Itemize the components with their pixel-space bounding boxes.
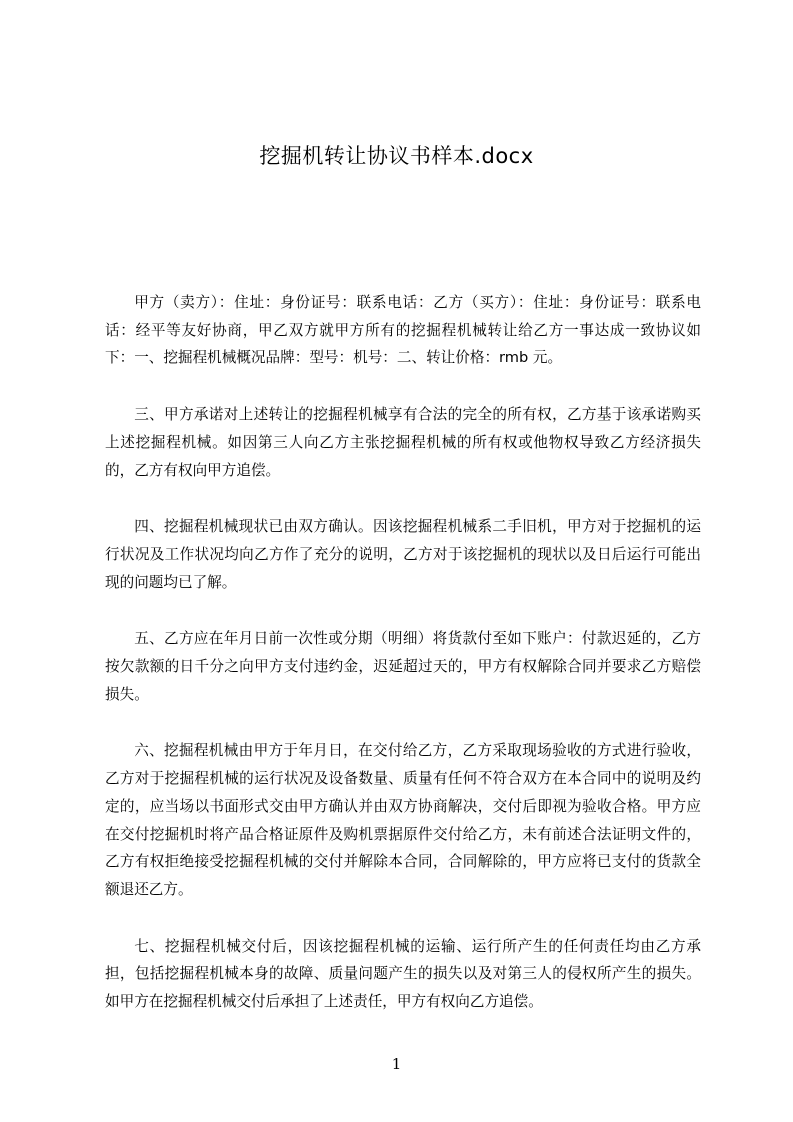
page-number: 1 — [391, 1055, 402, 1073]
paragraph-article-7: 七、挖掘程机械交付后，因该挖掘程机械的运输、运行所产生的任何责任均由乙方承担，包括挖掘程机械本身的故障、质量问题产生的损失以及对第三人的侵权所产生的损失。如甲方在挖掘程机械交付后承担了上述责任，甲方有权向乙方追偿。 — [105, 937, 701, 1011]
paragraph-article-5: 五、乙方应在年月日前一次性或分期（明细）将货款付至如下账户：付款迟延的，乙方按欠款额的日千分之向甲方支付违约金，迟延超过天的，甲方有权解除合同并要求乙方赔偿损失。 — [105, 630, 701, 703]
document-body — [105, 289, 701, 1045]
paragraph-parties: 甲方（卖方）：住址：身份证号：联系电话：乙方（买方）：住址：身份证号：联系电话：经平等友好协商，甲乙双方就甲方所有的挖掘程机械转让给乙方一事达成一致协议如下：一、挖掘程机械概况品牌：型号：机号：二、转让价格：rmb 元。 — [105, 294, 701, 367]
paragraph-article-3: 三、甲方承诺对上述转让的挖掘程机械享有合法的完全的所有权，乙方基于该承诺购买上述挖掘程机械。如因第三人向乙方主张挖掘程机械的所有权或他物权导致乙方经济损失的，乙方有权向甲方追偿。 — [105, 406, 701, 479]
paragraph-article-6: 六、挖掘程机械由甲方于年月日，在交付给乙方，乙方采取现场验收的方式进行验收，乙方对于挖掘程机械的运行状况及设备数量、质量有任何不符合双方在本合同中的说明及约定的，应当场以书面形式交由甲方确认并由双方协商解决，交付后即视为验收合格。甲方应在交付挖掘机时将产品合格证原件及购机票据原件交付给乙方，未有前述合法证明文件的，乙方有权拒绝接受挖掘程机械的交付并解除本合同，合同解除的，甲方应将已支付的货款全额退还乙方。 — [105, 742, 701, 898]
paragraph-article-4: 四、挖掘程机械现状已由双方确认。因该挖掘程机械系二手旧机，甲方对于挖掘机的运行状况及工作状况均向乙方作了充分的说明，乙方对于该挖掘机的现状以及日后运行可能出现的问题均已了解。 — [105, 518, 701, 591]
document-title: 挖掘机转让协议书样本.docx — [259, 144, 534, 168]
